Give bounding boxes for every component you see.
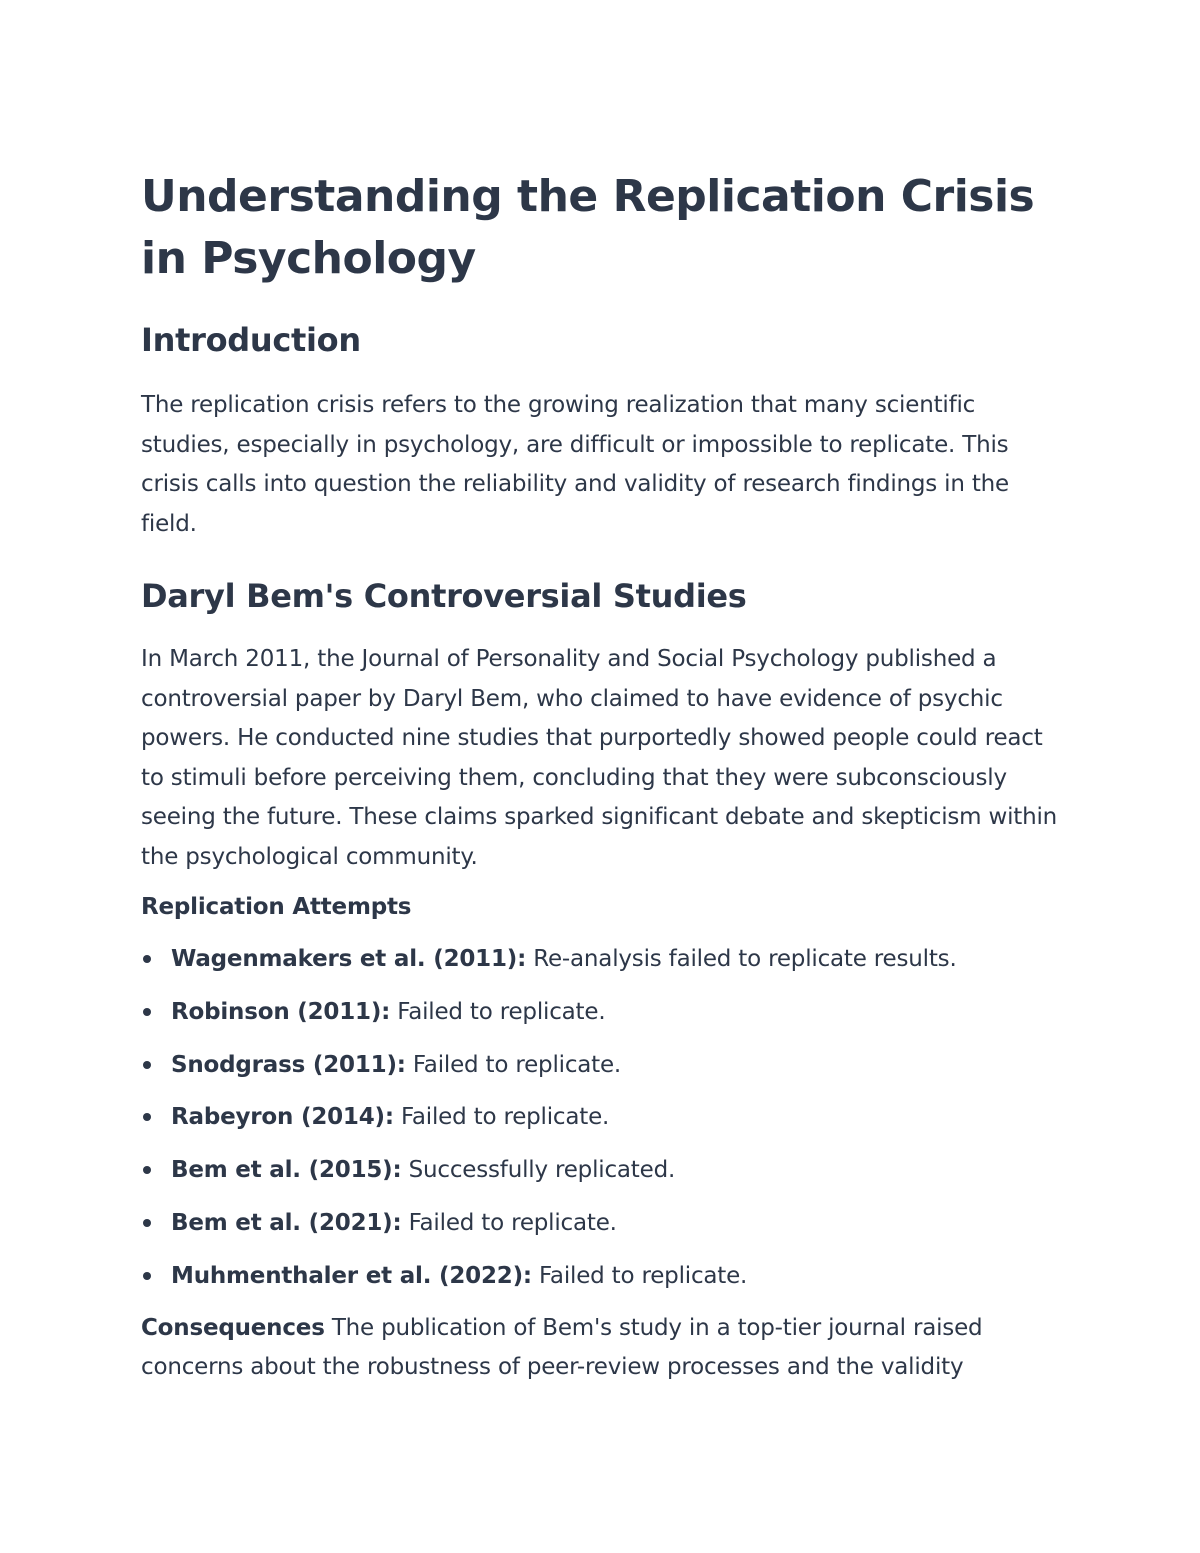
bullet-icon xyxy=(143,1166,151,1174)
study-result: Failed to replicate. xyxy=(400,1104,610,1131)
list-item xyxy=(141,1203,1066,1243)
study-name: Robinson (2011): xyxy=(171,998,391,1025)
introduction-heading: Introduction xyxy=(141,321,361,359)
bullet-icon xyxy=(143,1061,151,1069)
list-item xyxy=(141,939,1066,979)
bullet-icon xyxy=(143,1272,151,1280)
replication-attempts-list xyxy=(141,939,1066,1296)
study-name: Rabeyron (2014): xyxy=(171,1104,394,1131)
introduction-paragraph: The replication crisis refers to the growing realization that many scientific studies, especially in psychology, are difficult or impossible to replicate. This crisis calls into question the reliability and validity of research findings in the field. xyxy=(141,392,1010,537)
study-result: Failed to replicate. xyxy=(408,1209,617,1236)
bem-studies-heading: Daryl Bem's Controversial Studies xyxy=(141,577,747,615)
list-item xyxy=(141,1045,1066,1085)
consequences-paragraph xyxy=(141,1309,1066,1388)
page-title: Understanding the Replication Crisis in Psychology xyxy=(141,171,1035,284)
replication-attempts-heading: Replication Attempts xyxy=(141,894,412,920)
study-name: Wagenmakers et al. (2011): xyxy=(171,946,527,972)
bullet-icon xyxy=(143,955,151,963)
consequences-label: Consequences xyxy=(141,1314,325,1341)
list-item xyxy=(141,1097,1066,1137)
consequences-text: The publication of Bem's study in a top-tier journal raised concerns about the robustness of peer-review processes and the validity xyxy=(141,1314,983,1381)
study-result: Successfully replicated. xyxy=(408,1157,676,1184)
study-name: Muhmenthaler et al. (2022): xyxy=(171,1262,532,1289)
list-item xyxy=(141,1150,1066,1190)
study-name: Bem et al. (2021): xyxy=(171,1209,402,1236)
bullet-icon xyxy=(143,1113,151,1121)
study-result: Failed to replicate. xyxy=(412,1051,622,1078)
bem-studies-paragraph: In March 2011, the Journal of Personality and Social Psychology published a controversial paper by Daryl Bem, who claimed to have evidence of psychic powers. He conducted nine studies that purportedly showed people could react to stimuli before perceiving them, concluding that they were subconsciously seeing the future. These claims sparked significant debate and skepticism within the psychological community. xyxy=(141,646,1058,870)
list-item xyxy=(141,992,1066,1032)
study-result: Failed to replicate. xyxy=(397,998,606,1025)
study-result: Re-analysis failed to replicate results. xyxy=(533,946,957,972)
document-page xyxy=(141,166,1066,1388)
bullet-icon xyxy=(143,1008,151,1016)
study-result: Failed to replicate. xyxy=(539,1262,748,1289)
study-name: Snodgrass (2011): xyxy=(171,1051,406,1078)
study-name: Bem et al. (2015): xyxy=(171,1157,402,1184)
list-item xyxy=(141,1256,1066,1296)
bullet-icon xyxy=(143,1219,151,1227)
